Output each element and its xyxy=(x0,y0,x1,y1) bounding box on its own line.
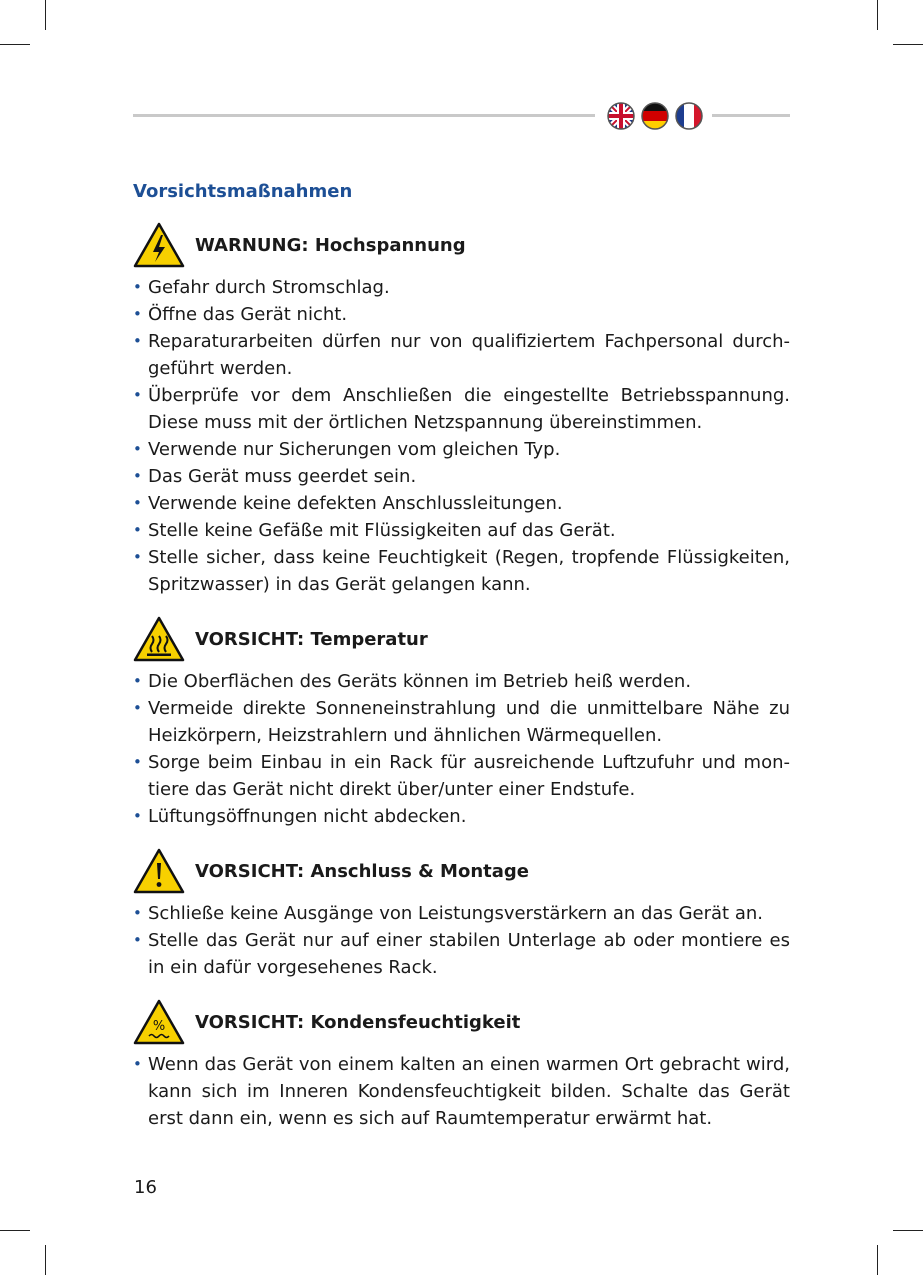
list-item: • Schließe keine Ausgänge von Leistungsverstärkern an das Gerät an. xyxy=(133,900,790,927)
bullet: • xyxy=(133,440,142,458)
bullet: • xyxy=(133,521,142,539)
germany-flag-icon[interactable] xyxy=(640,101,670,131)
bullet: • xyxy=(133,931,142,949)
bullet: • xyxy=(133,332,142,350)
crop-mark xyxy=(893,1230,923,1231)
crop-mark xyxy=(893,44,923,45)
condensation-warning-icon xyxy=(133,999,185,1045)
list-item: • Das Gerät muss geerdet sein. xyxy=(133,463,790,490)
bullet: • xyxy=(133,699,142,717)
warning-title: VORSICHT: Temperatur xyxy=(195,628,428,650)
bullet: • xyxy=(133,278,142,296)
list-item: • Lüftungsöffnungen nicht abdecken. xyxy=(133,803,790,830)
language-selector xyxy=(606,101,704,131)
bullet: • xyxy=(133,386,142,404)
bullet: • xyxy=(133,467,142,485)
list-item: • Öffne das Gerät nicht. xyxy=(133,301,790,328)
crop-mark xyxy=(45,0,46,30)
header-rule-left xyxy=(133,114,595,117)
hot-surface-warning-icon xyxy=(133,616,185,662)
high-voltage-warning-icon xyxy=(133,222,185,268)
list-item: • Die Oberflächen des Geräts können im Betrieb heiß werden. xyxy=(133,668,790,695)
warning-title: VORSICHT: Kondensfeuchtigkeit xyxy=(195,1011,521,1033)
warning-title: VORSICHT: Anschluss & Montage xyxy=(195,860,529,882)
list-item: • Stelle das Gerät nur auf einer stabilen Unterlage ab oder montiere es in ein dafür vorgesehenes Rack. xyxy=(133,927,790,981)
warning-header-condensation xyxy=(133,997,790,1047)
crop-mark xyxy=(0,44,30,45)
bullet: • xyxy=(133,548,142,566)
list-item: • Verwende keine defekten Anschlussleitungen. xyxy=(133,490,790,517)
bullet: • xyxy=(133,753,142,771)
france-flag-icon[interactable] xyxy=(674,101,704,131)
list-item: • Verwende nur Sicherungen vom gleichen Typ. xyxy=(133,436,790,463)
crop-mark xyxy=(877,1245,878,1275)
list-item: • Überprüfe vor dem Anschließen die eingestellte Betriebsspannung. Diese muss mit der örtlichen Netzspannung übereinstimmen. xyxy=(133,382,790,436)
uk-flag-icon[interactable] xyxy=(606,101,636,131)
list-item: • Vermeide direkte Sonneneinstrahlung und die unmittelbare Nähe zu Heizkörpern, Heizstrahlern und ähnlichen Wärmequellen. xyxy=(133,695,790,749)
warning-header-high-voltage xyxy=(133,220,790,270)
crop-mark xyxy=(45,1245,46,1275)
svg-text:%: % xyxy=(152,1019,166,1034)
bullet: • xyxy=(133,904,142,922)
bullet: • xyxy=(133,807,142,825)
warning-list-temperature xyxy=(133,668,790,830)
warning-list-high-voltage xyxy=(133,274,790,598)
bullet: • xyxy=(133,305,142,323)
bullet: • xyxy=(133,1055,142,1073)
page-content xyxy=(133,178,790,1148)
header-rule-right xyxy=(712,114,790,117)
crop-mark xyxy=(0,1230,30,1231)
list-item: • Wenn das Gerät von einem kalten an einen warmen Ort gebracht wird, kann sich im Inneren Kondensfeuchtigkeit bilden. Schalte das Gerät erst dann ein, wenn es sich auf Raumtemperatur erwärmt hat. xyxy=(133,1051,790,1132)
warning-header-connection xyxy=(133,846,790,896)
list-item: • Stelle keine Gefäße mit Flüssigkeiten auf das Gerät. xyxy=(133,517,790,544)
crop-mark xyxy=(877,0,878,30)
section-title: Vorsichtsmaßnahmen xyxy=(133,181,353,202)
list-item: • Sorge beim Einbau in ein Rack für ausreichende Luftzufuhr und mon-tiere das Gerät nicht direkt über/unter einer Endstufe. xyxy=(133,749,790,803)
list-item: • Gefahr durch Stromschlag. xyxy=(133,274,790,301)
warning-list-condensation xyxy=(133,1051,790,1132)
warning-list-connection xyxy=(133,900,790,981)
bullet: • xyxy=(133,494,142,512)
bullet: • xyxy=(133,672,142,690)
list-item: • Stelle sicher, dass keine Feuchtigkeit (Regen, tropfende Flüssigkeiten, Spritzwasser) in das Gerät gelangen kann. xyxy=(133,544,790,598)
general-caution-icon xyxy=(133,848,185,894)
warning-header-temperature xyxy=(133,614,790,664)
page-number: 16 xyxy=(134,1177,157,1198)
warning-title: WARNUNG: Hochspannung xyxy=(195,234,466,256)
list-item: • Reparaturarbeiten dürfen nur von qualifiziertem Fachpersonal durch-geführt werden. xyxy=(133,328,790,382)
